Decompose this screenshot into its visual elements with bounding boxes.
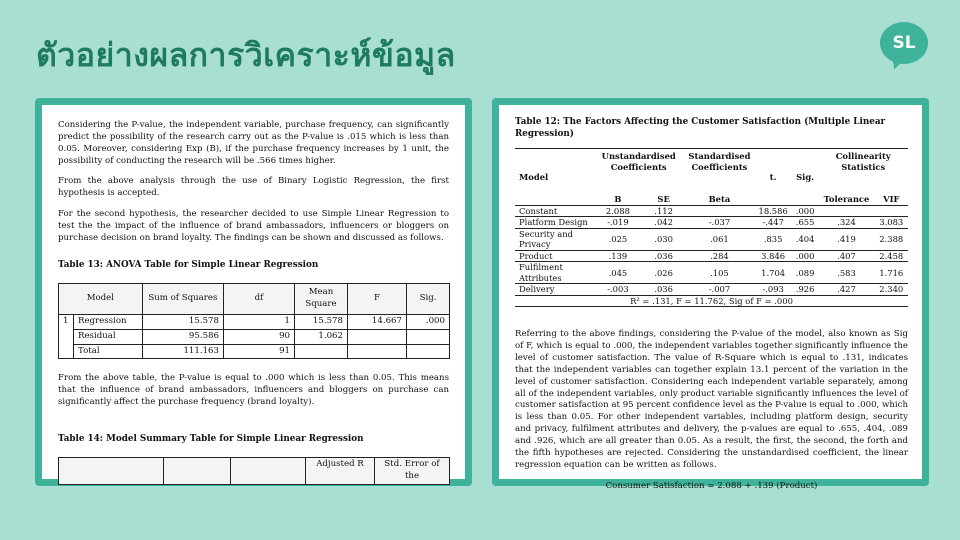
right-document-panel — [492, 98, 929, 491]
regression-cell: .042 — [643, 217, 685, 229]
regression-cell: .407 — [818, 250, 874, 262]
anova-cell — [348, 344, 407, 359]
right-document-page — [499, 105, 922, 491]
regression-cell: .000 — [792, 250, 819, 262]
anova-cell: 15.578 — [295, 314, 348, 329]
regression-cell: 2.458 — [875, 250, 908, 262]
regression-cell: .036 — [643, 284, 685, 296]
header-tolerance: Tolerance — [818, 182, 874, 205]
regression-cell: -.447 — [754, 217, 791, 229]
regression-footer-row — [515, 295, 908, 307]
table-row — [515, 228, 908, 250]
anova-header-model: Model — [59, 283, 143, 314]
anova-cell: 1 — [224, 314, 295, 329]
regression-cell: .112 — [643, 205, 685, 217]
anova-cell — [407, 329, 450, 344]
anova-header-sig: Sig. — [407, 283, 450, 314]
anova-header-f: F — [348, 283, 407, 314]
regression-cell: .835 — [754, 228, 791, 250]
table-row — [59, 344, 450, 359]
regression-table — [515, 148, 908, 307]
anova-cell: 91 — [224, 344, 295, 359]
regression-cell: Delivery — [515, 284, 593, 296]
regression-cell: -.037 — [684, 217, 754, 229]
anova-cell — [348, 329, 407, 344]
anova-cell: Residual — [74, 329, 143, 344]
summary-header-cell — [59, 458, 164, 485]
summary-header-cell — [164, 458, 231, 485]
regression-footer: R² = .131, F = 11.762, Sig of F = .000 — [515, 295, 908, 307]
regression-cell: .045 — [593, 262, 643, 284]
regression-cell: 3.846 — [754, 250, 791, 262]
summary-header-cell — [231, 458, 306, 485]
regression-cell: .000 — [792, 205, 819, 217]
regression-cell: .061 — [684, 228, 754, 250]
table12-title: Table 12: The Factors Affecting the Customer Satisfaction (Multiple Linear Regression) — [515, 117, 886, 140]
table-row — [59, 329, 450, 344]
anova-cell: .000 — [407, 314, 450, 329]
regression-cell: .025 — [593, 228, 643, 250]
regression-cell: .583 — [818, 262, 874, 284]
anova-header-df: df — [224, 283, 295, 314]
left-document-panel — [35, 98, 472, 486]
regression-cell: .105 — [684, 262, 754, 284]
slide-title: ตัวอย่างผลการวิเคราะห์ข้อมูล — [36, 36, 456, 74]
anova-cell — [295, 344, 348, 359]
table-row — [59, 458, 450, 485]
regression-cell — [875, 205, 908, 217]
header-sig: Sig. — [792, 149, 819, 183]
regression-cell: Platform Design — [515, 217, 593, 229]
left-document-page — [42, 105, 465, 479]
regression-cell: 1.704 — [754, 262, 791, 284]
anova-cell — [407, 344, 450, 359]
regression-cell — [818, 205, 874, 217]
regression-cell: Product — [515, 250, 593, 262]
regression-cell: -.093 — [754, 284, 791, 296]
regression-cell: .926 — [792, 284, 819, 296]
regression-cell: .030 — [643, 228, 685, 250]
summary-header-cell: Std. Error of the — [375, 458, 450, 485]
anova-cell: 14.667 — [348, 314, 407, 329]
anova-header-ss: Sum of Squares — [142, 283, 223, 314]
regression-cell: 2.340 — [875, 284, 908, 296]
paragraph-hypothesis1: From the above analysis through the use of Binary Logistic Regression, the first hypothesis is accepted. — [58, 176, 449, 199]
table-row — [515, 250, 908, 262]
sl-logo — [880, 22, 928, 64]
regression-cell: Constant — [515, 205, 593, 217]
paragraph-hypothesis2: For the second hypothesis, the researcher decided to use Simple Linear Regression to test the the impact of the influence of brand ambassadors, influencers or bloggers on purchase decision on brand loyalty. The findings can be shown and discussed as follows. — [58, 209, 449, 243]
header-std: Standardised Coefficients — [684, 149, 754, 173]
summary-header-cell: Adjusted R — [306, 458, 375, 485]
regression-cell: .419 — [818, 228, 874, 250]
regression-cell — [684, 205, 754, 217]
regression-cell: -.007 — [684, 284, 754, 296]
regression-equation: Consumer Satisfaction = 2.088 + .139 (Product) — [605, 480, 818, 491]
anova-header-row — [59, 283, 450, 314]
regression-cell: .036 — [643, 250, 685, 262]
model-summary-table — [58, 457, 450, 485]
table-row — [515, 205, 908, 217]
regression-cell: .655 — [792, 217, 819, 229]
header-beta: Beta — [684, 182, 754, 205]
anova-header-ms: Mean Square — [295, 283, 348, 314]
table-row — [515, 284, 908, 296]
regression-cell: .324 — [818, 217, 874, 229]
anova-cell: Regression — [74, 314, 143, 329]
regression-cell: .427 — [818, 284, 874, 296]
header-se: SE — [643, 182, 685, 205]
regression-cell: .284 — [684, 250, 754, 262]
regression-cell: 3.083 — [875, 217, 908, 229]
header-unstd: Unstandardised Coefficients — [593, 149, 684, 173]
regression-cell: .089 — [792, 262, 819, 284]
anova-cell: 1.062 — [295, 329, 348, 344]
header-t: t. — [754, 149, 791, 183]
paragraph-pvalue: Considering the P-value, the independent variable, purchase frequency, can significantly predict the possibility of the research carry out as the P-value is .015 which is less than 0.05. Moreover, considering Exp (B), if the purchase frequency increases by 1 unit, the possibility of conducting the research will be .566 times higher. — [58, 120, 449, 166]
table-row — [515, 262, 908, 284]
table13-title: Table 13: ANOVA Table for Simple Linear Regression — [58, 259, 319, 270]
regression-cell: Security and Privacy — [515, 228, 593, 250]
paragraph-regression-findings: Referring to the above findings, considering the P-value of the model, also known as Sig of F, which is equal to .000, the independent variables together significantly influence the level of customer satisfaction. The value of R-Square which is equal to .131, indicates that the independent variables can together explain 13.1 percent of the variation in the level of customer satisfaction. Considering each independent variable separately, among all of the independent variables, only product variable significantly influences the level of customer satisfaction at 95 percent confidence level as the P-value is equal to .000, which is less than 0.05. For other independent variables, including platform design, security and privacy, fulfilment attributes and delivery, the p-values are equal to .655, .404, .089 and .926, which are all greater than 0.05. As a result, the first, the second, the forth and the fifth hypotheses are rejected. Considering the unstandardised coefficient, the linear regression equation can be written as follows. — [515, 329, 908, 470]
anova-cell: 15.578 — [142, 314, 223, 329]
regression-cell: Fulfilment Attributes — [515, 262, 593, 284]
regression-header-row — [515, 149, 908, 173]
header-vif: VIF — [875, 182, 908, 205]
anova-cell: 90 — [224, 329, 295, 344]
table-row — [59, 314, 450, 329]
table14-title: Table 14: Model Summary Table for Simple Linear Regression — [58, 434, 364, 445]
regression-cell: 1.716 — [875, 262, 908, 284]
anova-table — [58, 283, 450, 360]
logo-text: SL — [880, 22, 928, 64]
regression-subheader-row — [515, 182, 908, 205]
anova-cell: Total — [74, 344, 143, 359]
paragraph-anova-result: From the above table, the P-value is equal to .000 which is less than 0.05. This means that the influence of brand ambassadors, influencers and bloggers on purchase can significantly affect the purchase frequency (brand loyalty). — [58, 373, 449, 408]
regression-cell: .026 — [643, 262, 685, 284]
regression-cell: 2.388 — [875, 228, 908, 250]
regression-cell: .139 — [593, 250, 643, 262]
header-b: B — [593, 182, 643, 205]
anova-model-number: 1 — [59, 314, 74, 359]
header-model: Model — [515, 149, 593, 183]
regression-cell: -.019 — [593, 217, 643, 229]
anova-cell: 111.163 — [142, 344, 223, 359]
header-collinearity: Collinearity Statistics — [818, 149, 908, 173]
regression-cell: 2.088 — [593, 205, 643, 217]
regression-cell: -.003 — [593, 284, 643, 296]
regression-cell: 18.586 — [754, 205, 791, 217]
table-row — [515, 217, 908, 229]
anova-cell: 95.586 — [142, 329, 223, 344]
regression-cell: .404 — [792, 228, 819, 250]
